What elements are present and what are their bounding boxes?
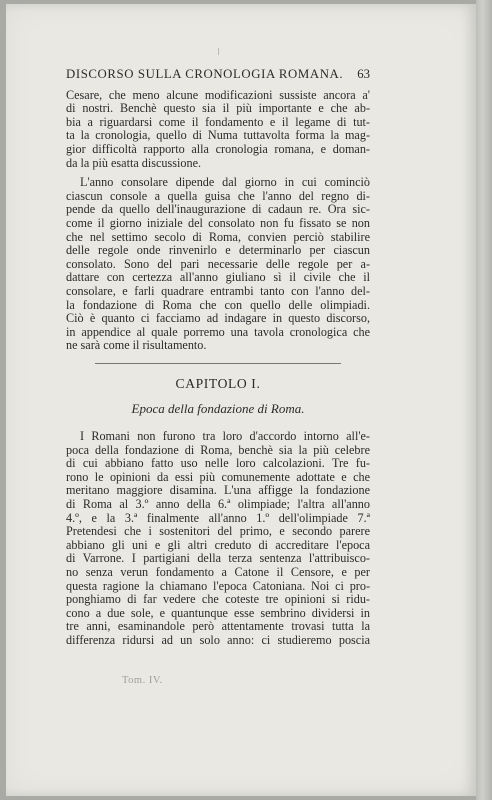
page-content <box>66 68 370 654</box>
chapter-subtitle: Epoca della fondazione di Roma. <box>131 401 305 417</box>
page-mark <box>218 48 219 55</box>
page-number: 63 <box>357 67 370 81</box>
text-line: rono le opinioni da essi più comunemente adottate e che <box>66 469 370 484</box>
paragraph-2 <box>66 176 370 353</box>
text-line: cono a due sole, e quantunque esse sembrino dividersi in <box>66 605 370 620</box>
text-line: Ciò è quanto ci facciamo ad indagare in questo discorso, <box>66 311 370 326</box>
running-header <box>66 68 370 82</box>
text-line: tre anni, esaminandole però attentamente trovasi tutta la <box>66 619 370 634</box>
text-line: questa ragione la chiamano l'epoca Catoniana. Noi ci pro- <box>66 578 370 593</box>
text-line: consolato. Sono del pari necessarie delle regole per a- <box>66 256 370 271</box>
text-line: ciascun console a quella guisa che l'anno del regno di- <box>66 188 370 203</box>
text-line: da la più esatta discussione. <box>66 155 202 170</box>
text-line: I Romani non furono tra loro d'accordo intorno all'e- <box>80 429 370 444</box>
text-line: ne sarà come il risultamento. <box>66 338 207 353</box>
text-line: come il giorno iniziale del consolato non fu fissato se non <box>66 215 370 230</box>
text-line: Cesare, che meno alcune modificazioni sussiste ancora a' <box>66 87 370 102</box>
text-line: meritano maggiore disamina. L'una affigge la fondazione <box>66 483 370 498</box>
text-line: no senza verun fondamento a Catone il Censore, e per <box>66 565 370 579</box>
text-line: di Roma al 3.º anno della 6.ª olimpiade; l'altra all'anno <box>66 497 370 512</box>
text-line: in appendice al quale porremo una tavola cronologica che <box>66 324 370 339</box>
text-line: la fondazione di Roma che con quello delle olimpiadi. <box>66 297 370 312</box>
paragraph-1 <box>66 89 370 171</box>
text-line: dattare con certezza all'anno giuliano sì il civile che il <box>66 270 370 285</box>
text-line: differenza ridursi ad un solo anno: ci studieremo poscia <box>66 632 370 647</box>
book-page <box>6 4 476 796</box>
text-line: Pretendesi che i sostenitori del primo, e secondo parere <box>66 524 370 539</box>
text-line: consolare, e farli quadrare entrambi tanto con l'anno del- <box>66 283 370 298</box>
text-line: 4.º, e la 3.ª finalmente all'anno 1.º dell'olimpiade 7.ª <box>66 510 370 525</box>
text-line: delle regole onde rinvenirlo e determinarlo per ciascun <box>66 243 370 258</box>
text-line: abbiano gli uni e gli altri creduto di accreditare l'epoca <box>66 537 370 552</box>
text-line: bia a riguardarsi come il fondamento e il legame di tut- <box>66 114 370 129</box>
text-line: di cui abbiano fatto uso nelle loro calcolazioni. Tre fu- <box>66 456 370 471</box>
paragraph-3 <box>66 430 370 648</box>
text-line: ta la cronologia, quello di Numa tuttavolta forma la mag- <box>66 128 370 143</box>
text-line: che nel settimo secolo di Roma, convien perciò stabilire <box>66 229 370 244</box>
text-line: di Varrone. I partigiani della terza sentenza l'attribuisco- <box>66 551 370 566</box>
running-title: DISCORSO SULLA CRONOLOGIA ROMANA. <box>66 67 344 81</box>
chapter-title: CAPITOLO I. <box>175 375 261 391</box>
text-line: poca della fondazione di Roma, benchè sia la più celebre <box>66 442 370 457</box>
text-line: pende da quello dell'inaugurazione di cadaun re. Ora sic- <box>66 202 370 217</box>
text-line: gior difficoltà rapporto alla cronologia romana, e doman- <box>66 141 370 156</box>
signature-mark: Tom. IV. <box>122 675 163 686</box>
text-line: di nostri. Benchè questo sia il più importante e che ab- <box>66 101 370 116</box>
section-divider <box>95 363 341 364</box>
text-line: ponghiamo di far vedere che coteste tre opinioni si ridu- <box>66 592 370 607</box>
text-line: L'anno consolare dipende dal giorno in cui cominciò <box>80 175 370 190</box>
page-edge <box>476 0 492 800</box>
